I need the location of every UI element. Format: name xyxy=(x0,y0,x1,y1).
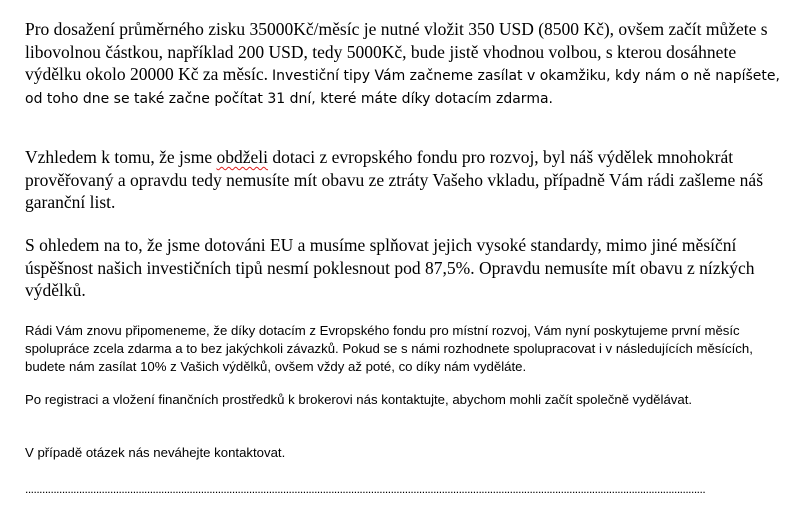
spellcheck-marked-word: obdželi xyxy=(216,147,268,167)
eu-fund-text-start: Vzhledem k tomu, že jsme xyxy=(25,147,217,167)
pricing-text: Pro dosažení průměrného zisku 35000Kč/měsíc je nutné vložit 350 USD (8500 Kč), ovšem začít můžete s libovolnou částkou, například 200 USD, tedy 5000Kč, bude jistě vhodnou volbou, s kterou dosáhnete výdělku okolo 20000 Kč za měsíc. xyxy=(25,19,768,84)
paragraph-standards: S ohledem na to, že jsme dotováni EU a musíme splňovat jejich vysoké standardy, mimo jiné měsíční úspěšnost našich investičních tipů nesmí poklesnout pod 87,5%. Opravdu nemusíte mít obavu z nízkých výdělků. xyxy=(25,235,755,300)
paragraph-eu-fund xyxy=(25,146,790,214)
investment-tips-text: Investiční tipy Vám začneme zasílat v okamžiku, kdy nám o ně napíšete, od toho dne se také začne počítat 31 dní, které máte díky dotacím zdarma. xyxy=(25,68,780,107)
paragraph-contact: V případě otázek nás neváhejte kontaktovat. xyxy=(25,445,286,460)
dotted-signature-line: ................................................................................................................................................................................................................................................ xyxy=(25,482,705,496)
paragraph-reminder: Rádi Vám znovu připomeneme, že díky dotacím z Evropského fondu pro místní rozvoj, Vám nyní poskytujeme první měsíc spolupráce zcela zdarma a to bez jakýchkoli závazků. Pokud se s námi rozhodnete spolupracovat i v následujících měsících, budete nám zasílat 10% z Vašich výdělků, ovšem vždy až poté, co díky nám vyděláte. xyxy=(25,323,753,374)
eu-fund-text-end: dotaci z evropského fondu pro rozvoj, byl náš výdělek mnohokrát prověřovaný a opravdu tedy nemusíte mít obavu ze ztráty Vašeho vkladu, případně Vám rádi zašleme náš garanční list. xyxy=(25,147,764,212)
paragraph-registration: Po registraci a vložení finančních prostředků k brokerovi nás kontaktujte, abychom mohli začít společně vydělávat. xyxy=(25,392,693,407)
paragraph-pricing xyxy=(25,18,790,110)
